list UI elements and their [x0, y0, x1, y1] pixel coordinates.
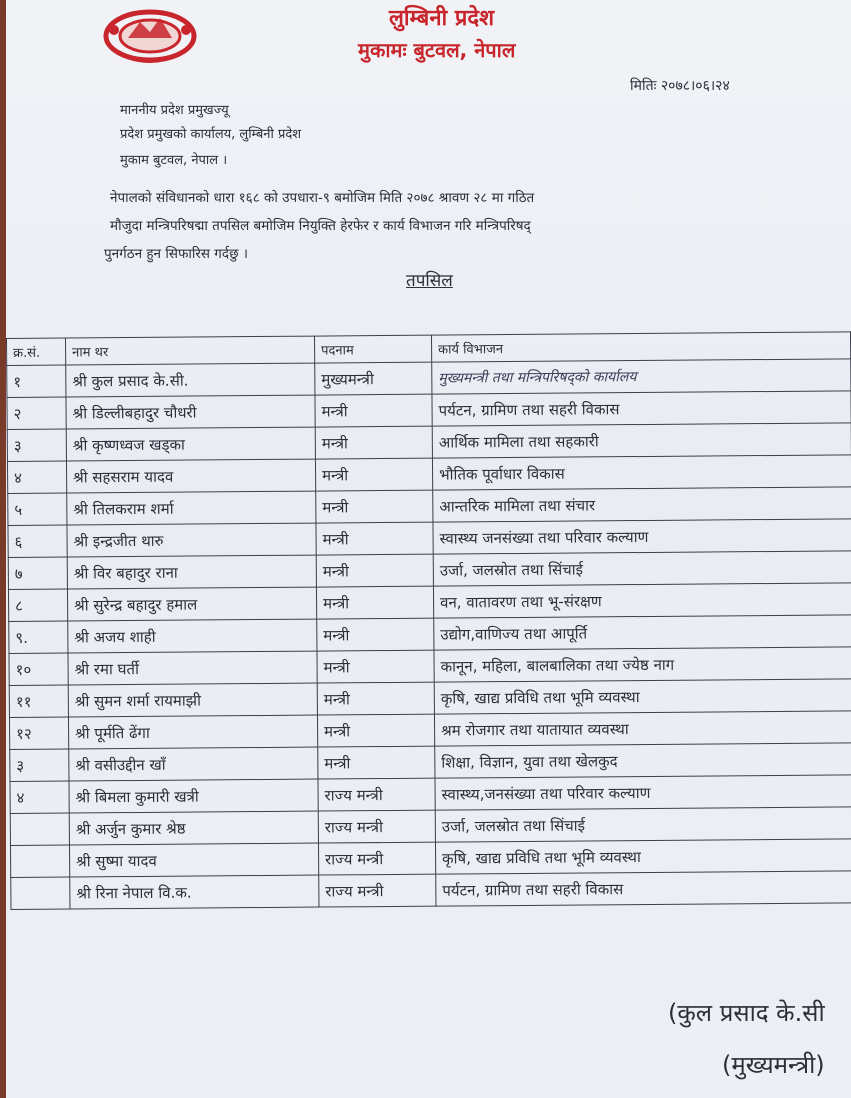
designation-cell: मुख्यमन्त्री: [315, 362, 432, 395]
letterhead-subtitle: मुकामः बुटवल, नेपाल: [358, 38, 516, 62]
portfolio-cell: उर्जा, जलस्रोत तथा सिंचाई: [433, 551, 851, 586]
portfolio-cell: उर्जा, जलस्रोत तथा सिंचाई: [435, 807, 851, 842]
column-header: कार्य विभाजन: [431, 332, 850, 362]
signatory-name: (कुल प्रसाद के.सी: [668, 999, 825, 1027]
table-row: [11, 871, 851, 910]
designation-cell: मन्त्री: [315, 394, 432, 427]
portfolio-cell: भौतिक पूर्वाधार विकास: [432, 455, 851, 490]
designation-cell: राज्य मन्त्री: [319, 874, 436, 907]
body-paragraph-line: पुनर्गठन हुन सिफारिस गर्दछु ।: [104, 246, 248, 262]
serial-cell: ६: [8, 525, 67, 557]
portfolio-cell: कानून, महिला, बालबालिका तथा ज्येष्ठ नाग: [434, 647, 851, 682]
portfolio-cell: आन्तरिक मामिला तथा संचार: [433, 487, 851, 522]
name-cell: श्री विर बहादुर राना: [67, 555, 316, 589]
serial-cell: १०: [9, 653, 68, 685]
serial-cell: ३: [7, 429, 66, 461]
designation-cell: मन्त्री: [317, 650, 434, 683]
column-header: क्र.सं.: [7, 338, 66, 365]
name-cell: श्री इन्द्रजीत थारु: [67, 523, 316, 557]
designation-cell: मन्त्री: [317, 714, 434, 747]
serial-cell: ४: [10, 781, 69, 813]
name-cell: श्री वसीउद्दीन खाँ: [69, 747, 318, 781]
letterhead-title: लुम्बिनी प्रदेश: [389, 6, 495, 31]
portfolio-cell: पर्यटन, ग्रामिण तथा सहरी विकास: [432, 391, 851, 426]
name-cell: श्री कृष्णध्वज खड्का: [66, 427, 315, 461]
serial-cell: १: [7, 365, 66, 397]
portfolio-cell: कृषि, खाद्य प्रविधि तथा भूमि व्यवस्था: [434, 679, 851, 714]
name-cell: श्री तिलकराम शर्मा: [67, 491, 316, 525]
name-cell: श्री सुरेन्द्र बहादुर हमाल: [67, 587, 316, 621]
body-paragraph-line: मौजुदा मन्त्रिपरिषद्मा तपसिल बमोजिम नियुक्ति हेरफेर र कार्य विभाजन गरि मन्त्रिपरिषद्: [110, 218, 531, 234]
portfolio-cell: शिक्षा, विज्ञान, युवा तथा खेलकुद: [435, 743, 851, 778]
designation-cell: मन्त्री: [318, 746, 435, 779]
serial-cell: ४: [7, 461, 66, 493]
addressee-line: प्रदेश प्रमुखको कार्यालय, लुम्बिनी प्रदेश: [120, 127, 302, 142]
designation-cell: मन्त्री: [316, 586, 433, 619]
designation-cell: मन्त्री: [317, 618, 434, 651]
name-cell: श्री बिमला कुमारी खत्री: [69, 779, 318, 813]
portfolio-cell: पर्यटन, ग्रामिण तथा सहरी विकास: [436, 871, 851, 906]
portfolio-cell: वन, वातावरण तथा भू-संरक्षण: [433, 583, 851, 618]
portfolio-cell: स्वास्थ्य,जनसंख्या तथा परिवार कल्याण: [435, 775, 851, 810]
designation-cell: मन्त्री: [317, 682, 434, 715]
name-cell: श्री सुष्मा यादव: [69, 843, 318, 877]
addressee-line: मुकाम बुटवल, नेपाल ।: [120, 153, 228, 168]
portfolio-cell: स्वास्थ्य जनसंख्या तथा परिवार कल्याण: [433, 519, 851, 554]
name-cell: श्री डिल्लीबहादुर चौधरी: [66, 395, 315, 429]
name-cell: श्री कुल प्रसाद के.सी.: [66, 363, 315, 397]
portfolio-cell: आर्थिक मामिला तथा सहकारी: [432, 423, 851, 458]
designation-cell: राज्य मन्त्री: [318, 842, 435, 875]
serial-cell: [11, 877, 70, 909]
coat-of-arms-emblem-icon: [98, 2, 202, 64]
serial-cell: ११: [9, 685, 68, 717]
name-cell: श्री रिना नेपाल वि.क.: [70, 875, 319, 909]
appointment-table: [6, 331, 851, 910]
designation-cell: मन्त्री: [316, 490, 433, 523]
letter-date: मितिः २०७८।०६।२४: [630, 78, 730, 94]
designation-cell: राज्य मन्त्री: [318, 810, 435, 843]
serial-cell: ९.: [9, 621, 68, 653]
portfolio-cell: मुख्यमन्त्री तथा मन्त्रिपरिषद्को कार्यालय: [432, 359, 851, 394]
serial-cell: ३: [10, 749, 69, 781]
designation-cell: मन्त्री: [315, 458, 432, 491]
portfolio-cell: उद्योग,वाणिज्य तथा आपूर्ति: [434, 615, 851, 650]
serial-cell: २: [7, 397, 66, 429]
section-title: तपसिल: [406, 271, 453, 291]
name-cell: श्री पूर्मति ढेंगा: [68, 715, 317, 749]
addressee-line: माननीय प्रदेश प्रमुखज्यू: [120, 103, 229, 118]
designation-cell: मन्त्री: [316, 522, 433, 555]
designation-cell: राज्य मन्त्री: [318, 778, 435, 811]
serial-cell: [10, 845, 69, 877]
designation-cell: मन्त्री: [316, 554, 433, 587]
serial-cell: ७: [8, 557, 67, 589]
name-cell: श्री सुमन शर्मा रायमाझी: [68, 683, 317, 717]
column-header: नाम थर: [66, 336, 315, 365]
serial-cell: १२: [9, 717, 68, 749]
serial-cell: [10, 813, 69, 845]
serial-cell: ५: [8, 493, 67, 525]
name-cell: श्री रमा घर्ती: [68, 651, 317, 685]
letter-page: [6, 0, 851, 1098]
name-cell: श्री अजय शाही: [68, 619, 317, 653]
portfolio-cell: श्रम रोजगार तथा यातायात व्यवस्था: [434, 711, 851, 746]
name-cell: श्री अर्जुन कुमार श्रेष्ठ: [69, 811, 318, 845]
portfolio-cell: कृषि, खाद्य प्रविधि तथा भूमि व्यवस्था: [435, 839, 851, 874]
signatory-designation: (मुख्यमन्त्री): [722, 1051, 825, 1079]
serial-cell: ८: [8, 589, 67, 621]
name-cell: श्री सहसराम यादव: [66, 459, 315, 493]
designation-cell: मन्त्री: [315, 426, 432, 459]
body-paragraph-line: नेपालको संविधानको धारा १६८ को उपधारा-९ बमोजिम मिति २०७८ श्रावण २८ मा गठित: [110, 190, 535, 206]
column-header: पदनाम: [314, 335, 431, 363]
